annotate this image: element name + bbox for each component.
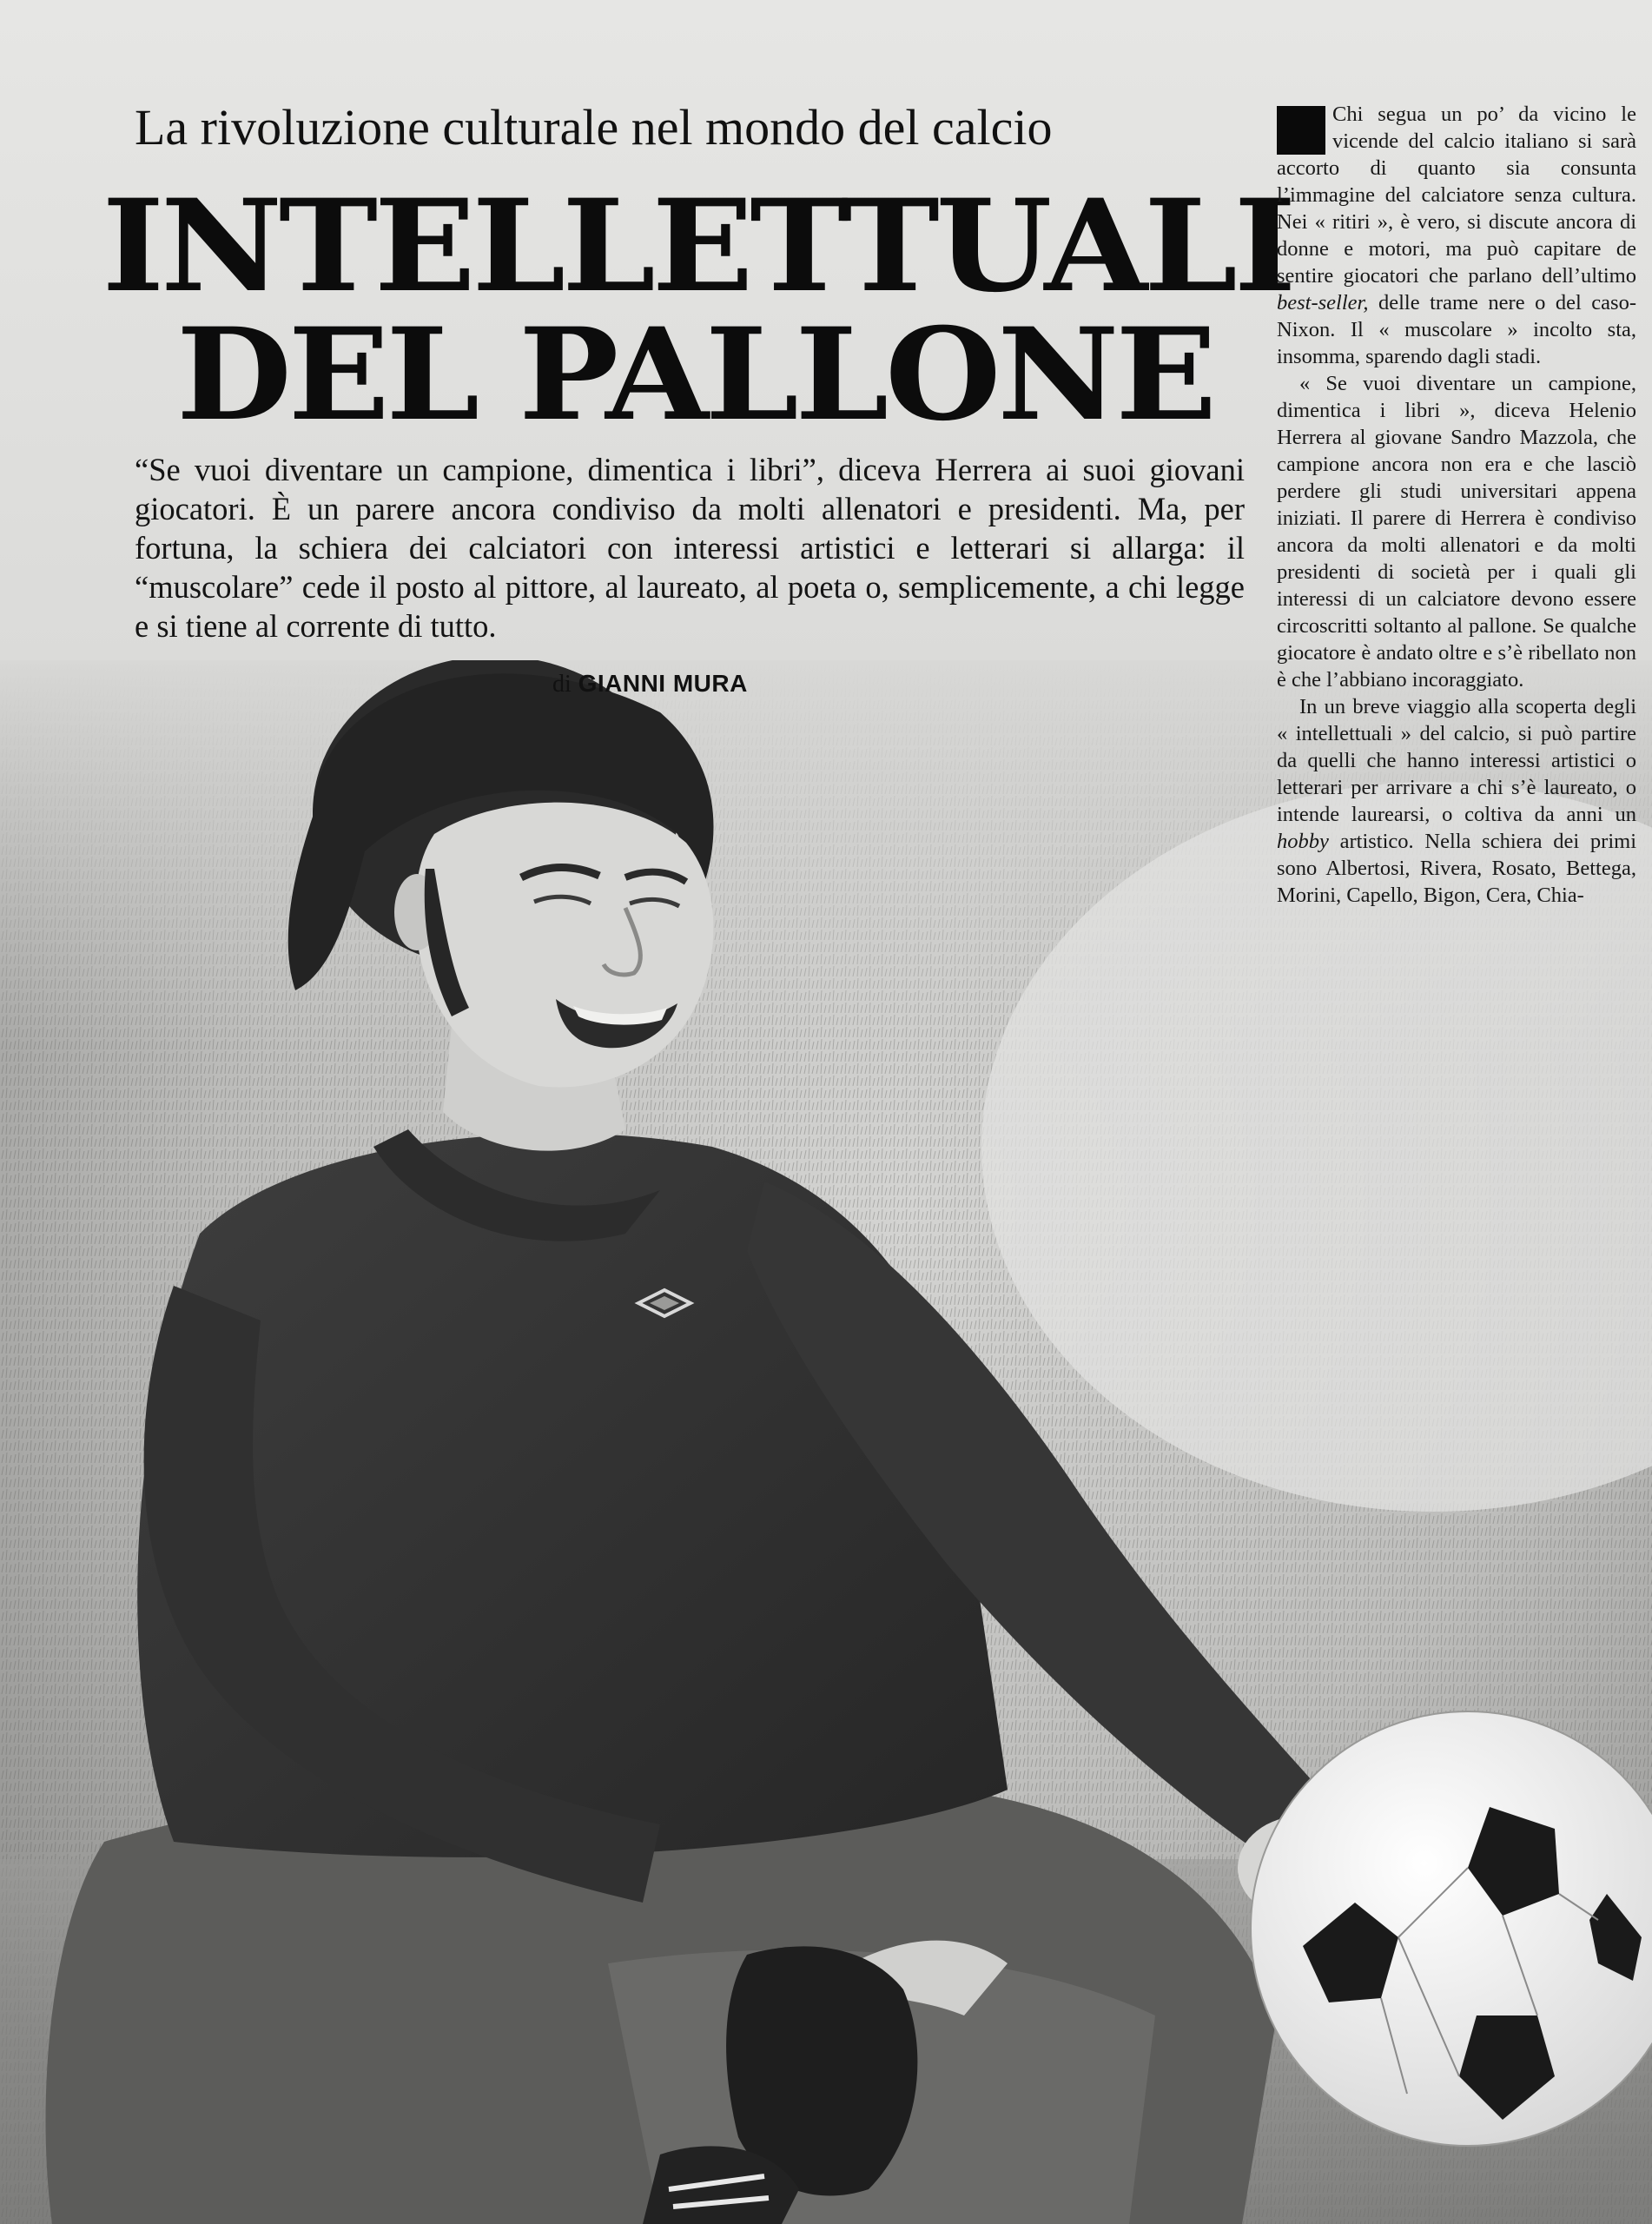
body-column bbox=[1277, 101, 1636, 909]
body-paragraph-3 bbox=[1277, 693, 1636, 909]
article-standfirst: “Se vuoi diventare un campione, dimentica i libri”, diceva Herrera ai suoi giovani giocatori. È un parere ancora condiviso da molti allenatori e presidenti. Ma, per fortuna, la schiera dei calciatori con interessi artistici e letterari si allarga: il “muscolare” cede il posto al pittore, al laureato, al poeta o, semplicemente, a chi legge e si tiene al corrente di tutto. bbox=[135, 452, 1245, 644]
article-headline bbox=[102, 172, 1293, 449]
article-kicker: La rivoluzione culturale nel mondo del calcio bbox=[135, 99, 1053, 156]
headline-line-2: DEL PALLONE bbox=[176, 301, 1213, 449]
byline bbox=[552, 669, 748, 699]
body-paragraph-1-emphasis: best-seller, bbox=[1277, 291, 1369, 314]
body-paragraph-1-text-b: delle trame nere o del caso-Nixon. Il « muscolare » incolto sta, insomma, sparendo dagli stadi. bbox=[1277, 291, 1636, 368]
body-paragraph-1-text-a: Chi segua un po’ da vicino le vicende del calcio italiano si sarà accorto di quanto sia consunta l’immagine del calciatore senza cultura. Nei « ritiri », è vero, si discute ancora di donne e motori, ma può capitare de sentire giocatori che parlano dell’ultimo bbox=[1277, 103, 1636, 288]
body-paragraph-3-text-b: artistico. Nella schiera dei primi sono Albertosi, Rivera, Rosato, Bettega, Morini, Capello, Bigon, Cera, Chia- bbox=[1277, 830, 1636, 907]
headline-line-1: INTELLETTUALI bbox=[102, 172, 1293, 321]
drop-box bbox=[1277, 106, 1325, 155]
byline-prefix: di bbox=[552, 671, 572, 698]
body-paragraph-3-emphasis: hobby bbox=[1277, 830, 1329, 853]
body-paragraph-3-text-a: In un breve viaggio alla scoperta degli « intellettuali » del calcio, si può partire da quelli che hanno interessi artistici o letterari per arrivare a chi s’è laureato, o intende laurearsi, o coltiva da anni un bbox=[1277, 695, 1636, 826]
body-paragraph-2: « Se vuoi diventare un campione, dimentica i libri », diceva Helenio Herrera al giovane Sandro Mazzola, che campione ancora non era e che lasciò perdere gli studi universitari appena iniziati. Il parere di Herrera è condiviso ancora da molti allenatori e da molti presidenti di società per i quali gli interessi di un calciatore devono essere circoscritti soltanto al pallone. Se qualche giocatore è andato oltre e s’è ribellato non è che l’abbiano incoraggiato. bbox=[1277, 372, 1636, 692]
byline-author: GIANNI MURA bbox=[578, 670, 748, 697]
body-paragraph-1 bbox=[1277, 101, 1636, 370]
